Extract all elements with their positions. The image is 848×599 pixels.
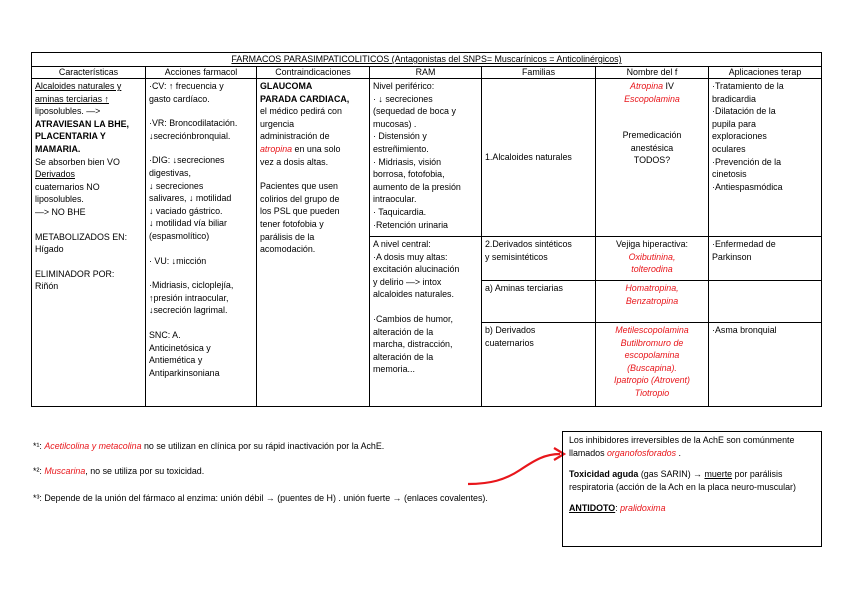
drug-name: tolterodina — [631, 264, 673, 275]
line: Antiemética y — [149, 355, 203, 366]
line: ↓secreciónbronquial. — [149, 130, 231, 141]
header-nombre: Nombre del f — [596, 67, 709, 79]
line: METABOLIZADOS EN: — [35, 231, 128, 242]
line: anestésica — [630, 142, 674, 153]
parasympatholytics-table — [31, 52, 822, 407]
cell-nombre-1 — [596, 79, 709, 237]
line: PARADA CARDIACA, — [260, 93, 350, 104]
cell-nombre-4 — [596, 323, 709, 407]
line: PLACENTARIA Y — [35, 131, 106, 142]
footnote-2: *²: Muscarina, no se utiliza por su toxicidad. — [33, 466, 205, 476]
line: alcaloides naturales. — [373, 289, 454, 300]
cell-nombre-2 — [596, 237, 709, 281]
line: a) Aminas terciarias — [485, 283, 563, 293]
line: MAMARIA. — [35, 143, 81, 154]
drug-name: escopolamina — [624, 350, 680, 361]
line: Premedicación — [622, 130, 682, 141]
line: colirios del grupo de — [260, 193, 340, 204]
cell-aplicaciones-1 — [709, 79, 822, 237]
cell-familia-a — [482, 281, 596, 323]
line: ·Midriasis, cicloplejía, — [149, 280, 234, 291]
line: ·CV: ↑ frecuencia y — [149, 81, 224, 91]
line: y semisintéticos — [485, 251, 548, 262]
cell-caracteristicas — [32, 79, 146, 407]
header-ram: RAM — [370, 67, 482, 79]
line: ATRAVIESAN LA BHE, — [35, 118, 130, 129]
line: marcha, distracción, — [373, 339, 453, 350]
line: TODOS? — [633, 155, 671, 166]
line: Los inhibidores irreversibles de la AchE son comúnmente — [569, 435, 795, 445]
line: acomodación. — [260, 244, 316, 255]
header-aplicaciones: Aplicaciones terap — [709, 67, 822, 79]
line: ANTIDOTO: pralidoxima — [569, 503, 666, 513]
line: oculares — [712, 143, 746, 154]
line: Pacientes que usen — [260, 181, 338, 192]
line: Se absorben bien VO — [35, 156, 120, 167]
line: aminas terciarias ↑ — [35, 93, 109, 104]
line: el médico pedirá con — [260, 106, 342, 117]
line: intraocular. — [373, 194, 417, 205]
line: administración de — [260, 131, 330, 142]
line: Derivados — [35, 169, 75, 180]
line: Vejiga hiperactiva: — [615, 239, 689, 249]
cell-aplicaciones-2 — [709, 237, 822, 281]
line: excitación alucinación — [373, 264, 460, 275]
line: los PSL que pueden — [260, 206, 340, 217]
line: y delirio —> intox — [373, 276, 442, 287]
line: ELIMINADOR POR: — [35, 268, 115, 279]
line: ·DIG: ↓secreciones — [149, 155, 225, 166]
line: ↑presión intraocular, — [149, 292, 229, 303]
cell-ram-periferico — [370, 79, 482, 237]
line: · Distensión y — [373, 131, 427, 142]
header-familias: Familias — [482, 67, 596, 79]
line: ↓ vaciado gástrico. — [149, 205, 223, 216]
header-contraindicaciones: Contraindicaciones — [257, 67, 370, 79]
line: cuaternarios NO — [35, 181, 100, 192]
drug-name: Metilescopolamina — [615, 325, 689, 335]
line: · ↓ secreciones — [373, 93, 433, 104]
line: alteración de la — [373, 326, 434, 337]
line: Alcaloides naturales y — [35, 81, 122, 91]
line: Anticinetósica y — [149, 342, 211, 353]
line: GLAUCOMA — [260, 81, 313, 91]
line: exploraciones — [712, 131, 767, 142]
line: b) Derivados — [485, 325, 536, 335]
drug-name: Tiotropio — [634, 387, 670, 398]
line: ·Dilatación de la — [712, 106, 776, 117]
line: Hígado — [35, 244, 64, 255]
footnote-3: *³: Depende de la unión del fármaco al enzima: unión débil → (puentes de H) . unión fuerte → (enlaces covalentes). — [33, 493, 488, 503]
line: Atropina IV — [630, 81, 674, 91]
line: respiratoria (acción de la Ach en la placa neuro-muscular) — [569, 482, 796, 492]
line: ·Asma bronquial — [712, 325, 777, 335]
line: · Midriasis, visión — [373, 156, 442, 167]
line: vez a dosis altas. — [260, 156, 329, 167]
organophosphate-box — [562, 431, 822, 547]
drug-name: Benzatropina — [625, 295, 679, 306]
line: A nivel central: — [373, 239, 431, 249]
drug-name: Muscarina — [44, 466, 86, 476]
line: ↓secreción lagrimal. — [149, 305, 228, 316]
line: liposolubles. — [35, 194, 84, 205]
line: 2.Derivados sintéticos — [485, 239, 572, 249]
cell-familia-2 — [482, 237, 596, 281]
line: memoria... — [373, 364, 415, 375]
line: parálisis de la — [260, 231, 315, 242]
cell-ram-central — [370, 237, 482, 407]
line: mucosas) . — [373, 118, 417, 129]
line: atropina en una solo — [260, 143, 341, 154]
cell-contraindicaciones — [257, 79, 370, 407]
line: ↓ secreciones — [149, 180, 204, 191]
footnote-1: *¹: Acetilcolina y metacolina no se utilizan en clínica por su rápid inactivación por la AchE. — [33, 441, 385, 451]
line: ·Retención urinaria — [373, 219, 448, 230]
table-title: FARMACOS PARASIMPATICOLITICOS (Antagonistas del SNPS= Muscarínicos = Anticolinérgicos) — [32, 53, 822, 67]
header-caracteristicas: Características — [32, 67, 146, 79]
line: ·Prevención de la — [712, 156, 782, 167]
cell-familia-1 — [482, 79, 596, 237]
line: · VU: ↓micción — [149, 255, 207, 266]
line: ·Antiespasmódica — [712, 181, 783, 192]
line: SNC: A. — [149, 329, 181, 340]
header-acciones: Acciones farmacol — [146, 67, 257, 79]
drug-name: Oxibutinina, — [628, 251, 676, 262]
line: cinetosis — [712, 169, 747, 180]
line: pupila para — [712, 118, 756, 129]
line: 1.Alcaloides naturales — [485, 152, 572, 163]
cell-aplicaciones-3 — [709, 281, 822, 323]
line: Riñón — [35, 281, 59, 292]
line: Parkinson — [712, 251, 752, 262]
line: liposolubles. —> — [35, 106, 101, 117]
line: (espasmolítico) — [149, 230, 210, 241]
drug-name: Escopolamina — [624, 93, 680, 104]
line: cuaternarios — [485, 337, 534, 348]
drug-name: atropina — [260, 143, 293, 154]
drug-name: pralidoxima — [620, 503, 666, 513]
line: ·Enfermedad de — [712, 239, 776, 249]
line: llamados organofosforados . — [569, 448, 681, 458]
line: · Taquicardia. — [373, 206, 427, 217]
line: gasto cardíaco. — [149, 93, 210, 104]
line: tener fotofobia y — [260, 218, 324, 229]
line: ·VR: Broncodilatación. — [149, 118, 238, 129]
line: (sequedad de boca y — [373, 106, 456, 117]
drug-name: (Buscapina). — [627, 362, 677, 373]
line: ↓ motilidad vía biliar — [149, 218, 227, 229]
line: Nivel periférico: — [373, 81, 435, 91]
line: —> NO BHE — [35, 206, 86, 217]
line: Toxicidad aguda (gas SARIN) → muerte por parálisis — [569, 469, 783, 479]
line: Antiparkinsoniana — [149, 367, 220, 378]
cell-acciones — [146, 79, 257, 407]
line: ·Tratamiento de la — [712, 81, 784, 91]
cell-aplicaciones-4 — [709, 323, 822, 407]
drug-name: Butilbromuro de — [620, 337, 684, 348]
drug-name: Acetilcolina y metacolina — [44, 441, 142, 451]
line: ·Cambios de humor, — [373, 313, 453, 324]
line: ·A dosis muy altas: — [373, 251, 448, 262]
line: estreñimiento. — [373, 143, 429, 154]
drug-name: Homatropina, — [625, 283, 679, 293]
line: urgencia — [260, 118, 295, 129]
cell-familia-b — [482, 323, 596, 407]
line: digestivas, — [149, 167, 191, 178]
drug-name: Ipatropio (Atrovent) — [614, 375, 690, 386]
drug-name: Atropina — [630, 81, 664, 91]
line: salivares, ↓ motilidad — [149, 193, 232, 204]
drug-name: organofosforados — [606, 448, 677, 458]
line: bradicardia — [712, 93, 756, 104]
line: aumento de la presión — [373, 181, 461, 192]
line: borrosa, fotofobia, — [373, 169, 445, 180]
curved-arrow-icon — [460, 440, 570, 490]
cell-nombre-3 — [596, 281, 709, 323]
line: alteración de la — [373, 351, 434, 362]
